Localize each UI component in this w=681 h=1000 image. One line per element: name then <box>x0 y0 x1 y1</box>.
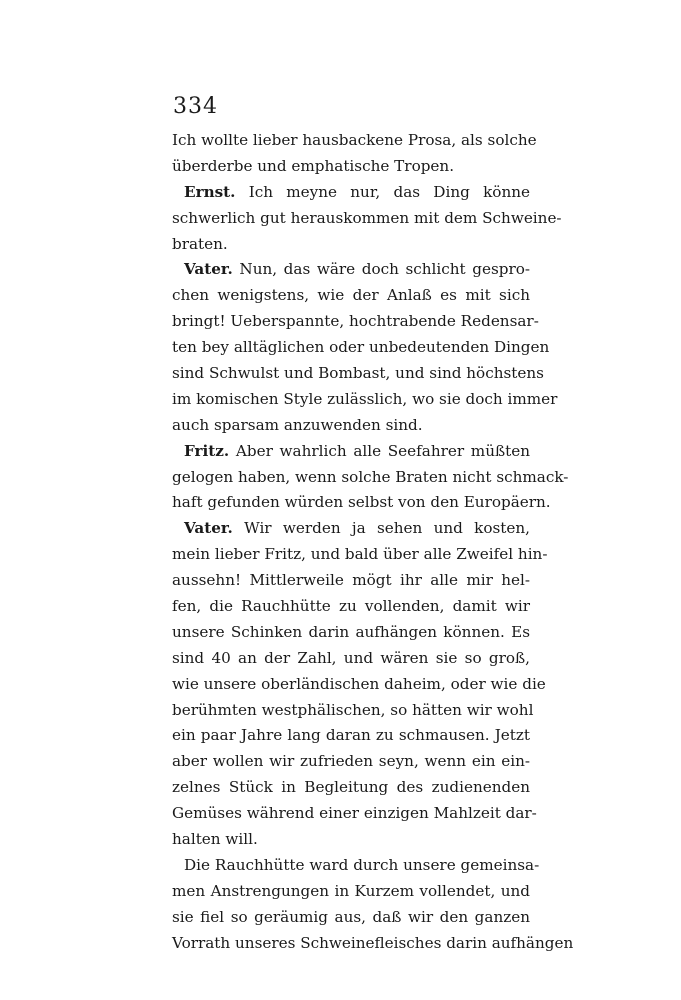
text-line <box>172 335 550 361</box>
line-text: Wir werden ja sehen und kosten, <box>232 519 530 538</box>
line-text: haft gefunden würden selbst von den Europäern. <box>172 493 551 512</box>
line-text: zelnes Stück in Begleitung des zudienenden <box>172 778 530 797</box>
line-text: Die Rauchhütte ward durch unsere gemeinsa- <box>184 855 540 874</box>
text-line <box>172 309 539 335</box>
line-text: halten will. <box>172 830 258 849</box>
text-line <box>172 723 530 749</box>
text-line <box>172 413 530 439</box>
text-line <box>172 465 569 491</box>
text-line <box>172 646 530 672</box>
line-text: Gemüses während einer einzigen Mahlzeit dar- <box>172 804 537 823</box>
text-line <box>172 180 530 206</box>
line-text: sind Schwulst und Bombast, und sind höchstens <box>172 364 544 383</box>
line-text: schwerlich gut herauskommen mit dem Schweine- <box>172 208 562 227</box>
text-line <box>172 879 530 905</box>
text-line <box>172 853 540 879</box>
line-text: fen, die Rauchhütte zu vollenden, damit wir <box>172 597 530 616</box>
text-line <box>172 568 530 594</box>
text-line <box>172 232 530 258</box>
line-text: ein paar Jahre lang daran zu schmausen. Jetzt <box>172 726 530 745</box>
line-text: gelogen haben, wenn solche Braten nicht schmack- <box>172 467 569 486</box>
text-line <box>172 206 562 232</box>
line-text: Nun, das wäre doch schlicht gespro- <box>232 260 530 279</box>
speaker-name: Fritz. <box>184 441 230 460</box>
text-line <box>172 387 558 413</box>
text-line <box>172 905 530 931</box>
page-number: 334 <box>173 94 218 119</box>
text-line <box>172 775 530 801</box>
line-text: überderbe und emphatische Tropen. <box>172 156 455 175</box>
speaker-name: Ernst. <box>184 182 236 201</box>
line-text: sind 40 an der Zahl, und wären sie so groß, <box>172 648 530 667</box>
line-text: mein lieber Fritz, und bald über alle Zweifel hin- <box>172 545 548 564</box>
text-line <box>172 698 534 724</box>
line-text: sie fiel so geräumig aus, daß wir den ganzen <box>172 907 530 926</box>
line-text: chen wenigstens, wie der Anlaß es mit sich <box>172 286 530 305</box>
line-text: unsere Schinken darin aufhängen können. Es <box>172 622 530 641</box>
text-line <box>172 361 544 387</box>
text-line <box>172 542 548 568</box>
text-line <box>172 672 546 698</box>
text-line <box>172 128 537 154</box>
text-line <box>172 594 530 620</box>
speaker-name: Vater. <box>184 260 233 279</box>
text-line <box>172 490 551 516</box>
text-line <box>172 827 530 853</box>
line-text: aussehn! Mittlerweile mögt ihr alle mir hel- <box>172 571 530 590</box>
line-text: Ich wollte lieber hausbackene Prosa, als solche <box>172 131 537 149</box>
line-text: im komischen Style zulässlich, wo sie doch immer <box>172 389 558 408</box>
line-text: aber wollen wir zufrieden seyn, wenn ein ein- <box>172 752 530 771</box>
line-text: braten. <box>172 234 228 253</box>
text-line <box>172 283 530 309</box>
text-line <box>172 749 530 775</box>
line-text: Vorrath unseres Schweinefleisches darin aufhängen <box>172 933 574 952</box>
line-text: berühmten westphälischen, so hätten wir wohl <box>172 700 534 719</box>
line-text: auch sparsam anzuwenden sind. <box>172 415 423 434</box>
line-text: men Anstrengungen in Kurzem vollendet, und <box>172 881 530 900</box>
text-line <box>172 439 530 465</box>
page-body-text <box>172 128 574 957</box>
text-line <box>172 931 574 957</box>
line-text: wie unsere oberländischen daheim, oder wie die <box>172 674 546 693</box>
line-text: Ich meyne nur, das Ding könne <box>235 182 530 201</box>
text-line <box>172 801 537 827</box>
line-text: ten bey alltäglichen oder unbedeutenden Dingen <box>172 338 550 357</box>
text-line <box>172 516 530 542</box>
line-text: bringt! Ueberspannte, hochtrabende Redensar- <box>172 312 539 331</box>
text-line <box>172 620 530 646</box>
line-text: Aber wahrlich alle Seefahrer müßten <box>229 441 530 460</box>
text-line <box>172 154 530 180</box>
text-line <box>172 257 530 283</box>
speaker-name: Vater. <box>184 519 233 538</box>
